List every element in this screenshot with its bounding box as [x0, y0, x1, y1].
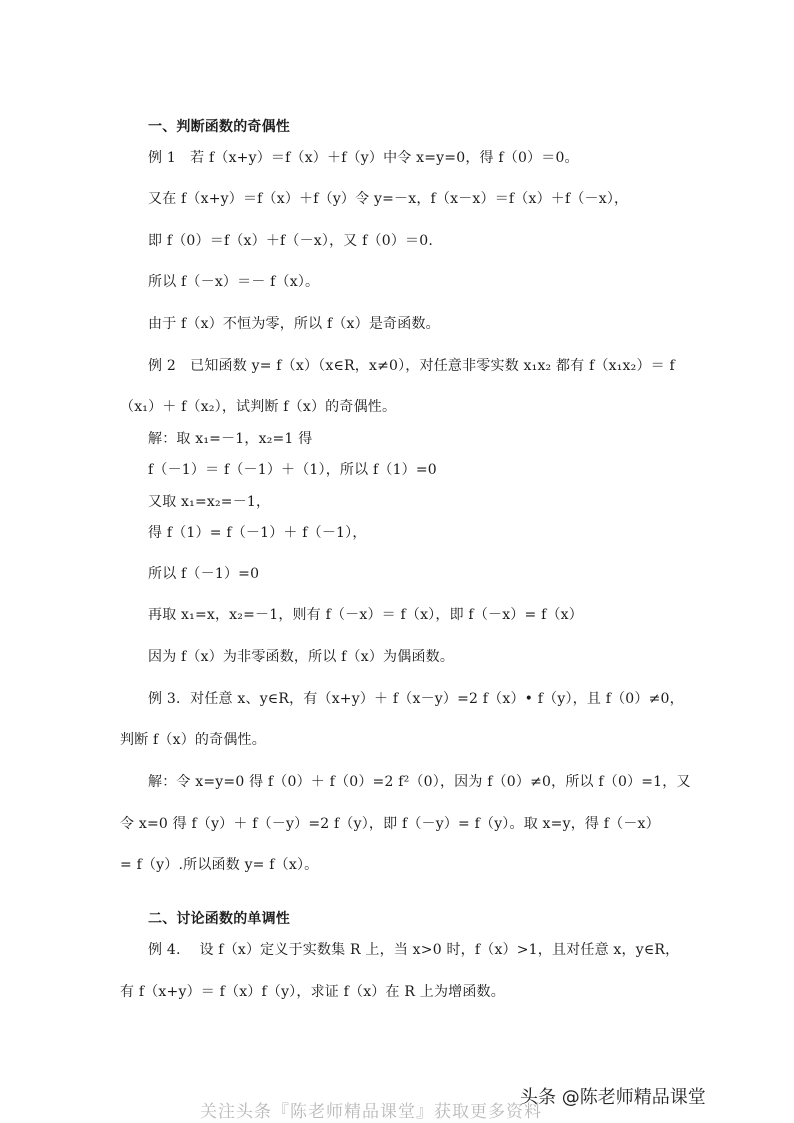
example-3-solution-3: = f（y）.所以函数 y= f（x）。	[120, 857, 319, 873]
example-1-line-5: 由于 f（x）不恒为零，所以 f（x）是奇函数。	[148, 316, 440, 332]
example-1-line-2: 又在 f（x+y）＝f（x）＋f（y）令 y=－x，f（x－x）＝f（x）＋f（－x），	[148, 191, 629, 207]
example-4-line-1: 例 4. 设 f（x）定义于实数集 R 上，当 x>0 时，f（x）>1，且对任意 x，y∈R，	[148, 942, 680, 958]
example-3-solution-2: 令 x=0 得 f（y）＋ f（－y）=2 f（y），即 f（－y）= f（y）。取 x=y，得 f（－x）	[120, 816, 660, 832]
footer-brand: 头条 @陈老师精品课堂	[520, 1087, 706, 1108]
example-1-line-4: 所以 f（－x）＝－ f（x）。	[148, 274, 320, 290]
example-1-line-3: 即 f（0）＝f（x）＋f（－x），又 f（0）＝0.	[148, 233, 433, 249]
example-4-line-2: 有 f（x+y）＝ f（x）f（y），求证 f（x）在 R 上为增函数。	[120, 984, 505, 1000]
example-3-line-2: 判断 f（x）的奇偶性。	[120, 732, 266, 748]
example-2-line-1: 例 2 已知函数 y= f（x）（x∈R，x≠0），对任意非零实数 x₁x₂ 都有 f（x₁x₂）＝ f	[148, 358, 675, 374]
example-3-line-1: 例 3．对任意 x、y∈R，有（x+y）＋ f（x－y）=2 f（x）• f（y），且 f（0）≠0，	[148, 691, 684, 707]
example-3-solution-1: 解：令 x=y=0 得 f（0）＋ f（0）=2 f²（0），因为 f（0）≠0，所以 f（0）=1，又	[148, 774, 691, 790]
example-2-solution-4: 得 f（1）= f（－1）＋ f（－1），	[148, 525, 367, 541]
example-2-solution-7: 因为 f（x）为非零函数，所以 f（x）为偶函数。	[148, 649, 455, 665]
example-1-line-1: 例 1 若 f（x+y）＝f（x）＋f（y）中令 x=y=0，得 f（0）＝0。	[148, 150, 579, 166]
example-2-solution-2: f（－1）＝ f（－1）＋（1），所以 f（1）=0	[148, 462, 437, 478]
example-2-solution-5: 所以 f（－1）=0	[148, 566, 260, 582]
example-2-solution-3: 又取 x₁=x₂=－1，	[148, 494, 271, 510]
footer-watermark: 关注头条『陈老师精品课堂』获取更多资料	[200, 1102, 542, 1122]
section-heading-monotonicity: 二、讨论函数的单调性	[148, 911, 290, 927]
section-heading-parity: 一、判断函数的奇偶性	[148, 119, 290, 135]
example-2-line-2: （x₁）＋ f（x₂），试判断 f（x）的奇偶性。	[120, 399, 397, 415]
example-2-solution-6: 再取 x₁=x，x₂=－1，则有 f（－x）＝ f（x），即 f（－x）= f（x）	[148, 607, 583, 623]
example-2-solution-1: 解：取 x₁=－1，x₂=1 得	[148, 431, 313, 447]
